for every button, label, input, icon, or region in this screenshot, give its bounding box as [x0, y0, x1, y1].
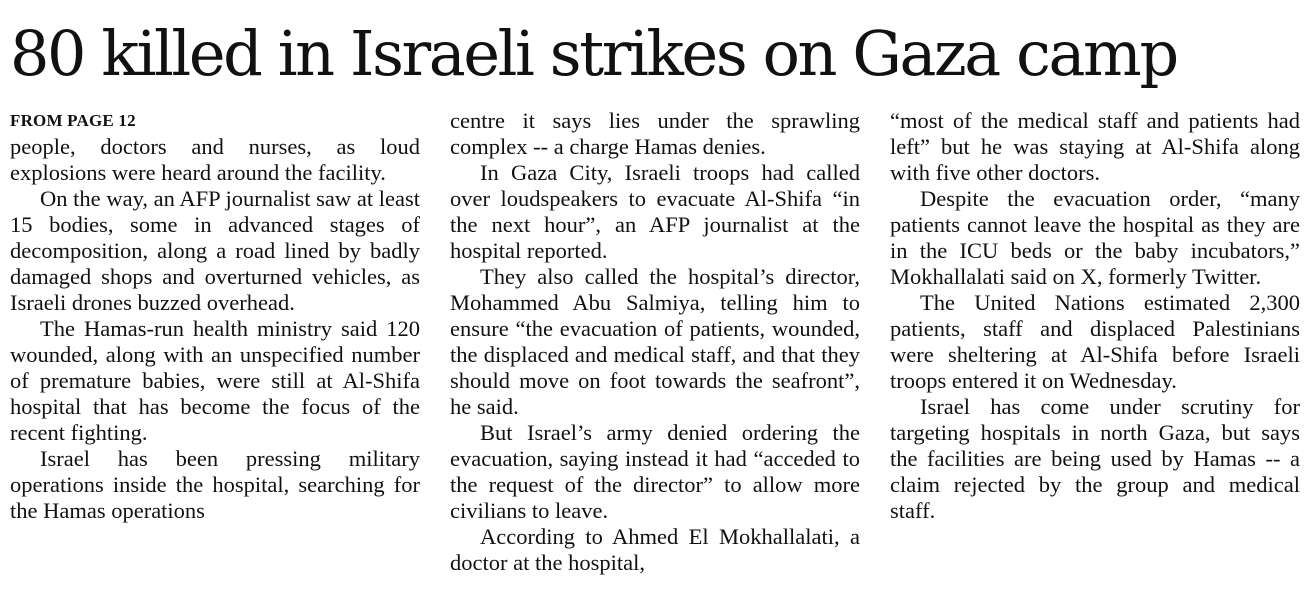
paragraph: But Israel’s army denied ordering the evacuation, saying instead it had “acceded to the request of the director” to allow more civilians to leave. — [450, 420, 860, 523]
column-3 — [890, 108, 1300, 576]
article-body — [10, 108, 1300, 576]
column-1 — [10, 108, 420, 576]
paragraph: people, doctors and nurses, as loud explosions were heard around the facility. — [10, 134, 420, 185]
paragraph: On the way, an AFP journalist saw at least 15 bodies, some in advanced stages of decomposition, along a road lined by badly damaged shops and overturned vehicles, as Israeli drones buzzed overhead. — [10, 186, 420, 315]
paragraph: In Gaza City, Israeli troops had called over loudspeakers to evacuate Al-Shifa “in the next hour”, an AFP journalist at the hospital reported. — [450, 160, 860, 263]
paragraph: According to Ahmed El Mokhallalati, a doctor at the hospital, — [450, 524, 860, 575]
paragraph: centre it says lies under the sprawling complex -- a charge Hamas denies. — [450, 108, 860, 159]
paragraph: The United Nations estimated 2,300 patients, staff and displaced Palestinians were sheltering at Al-Shifa before Israeli troops entered it on Wednesday. — [890, 290, 1300, 393]
paragraph: Israel has come under scrutiny for targeting hospitals in north Gaza, but says the facilities are being used by Hamas -- a claim rejected by the group and medical staff. — [890, 394, 1300, 523]
paragraph: They also called the hospital’s director, Mohammed Abu Salmiya, telling him to ensure “the evacuation of patients, wounded, the displaced and medical staff, and that they should move on foot towards the seafront”, he said. — [450, 264, 860, 419]
column-2 — [450, 108, 860, 576]
paragraph: “most of the medical staff and patients had left” but he was staying at Al-Shifa along with five other doctors. — [890, 108, 1300, 185]
continued-from-kicker: FROM PAGE 12 — [10, 111, 136, 130]
paragraph: Israel has been pressing military operations inside the hospital, searching for the Hamas operations — [10, 446, 420, 523]
paragraph: Despite the evacuation order, “many patients cannot leave the hospital as they are in the ICU beds or the baby incubators,” Mokhallalati said on X, formerly Twitter. — [890, 186, 1300, 289]
paragraph: The Hamas-run health ministry said 120 wounded, along with an unspecified number of premature babies, were still at Al-Shifa hospital that has become the focus of the recent fighting. — [10, 316, 420, 445]
headline: 80 killed in Israeli strikes on Gaza camp — [10, 17, 1177, 90]
